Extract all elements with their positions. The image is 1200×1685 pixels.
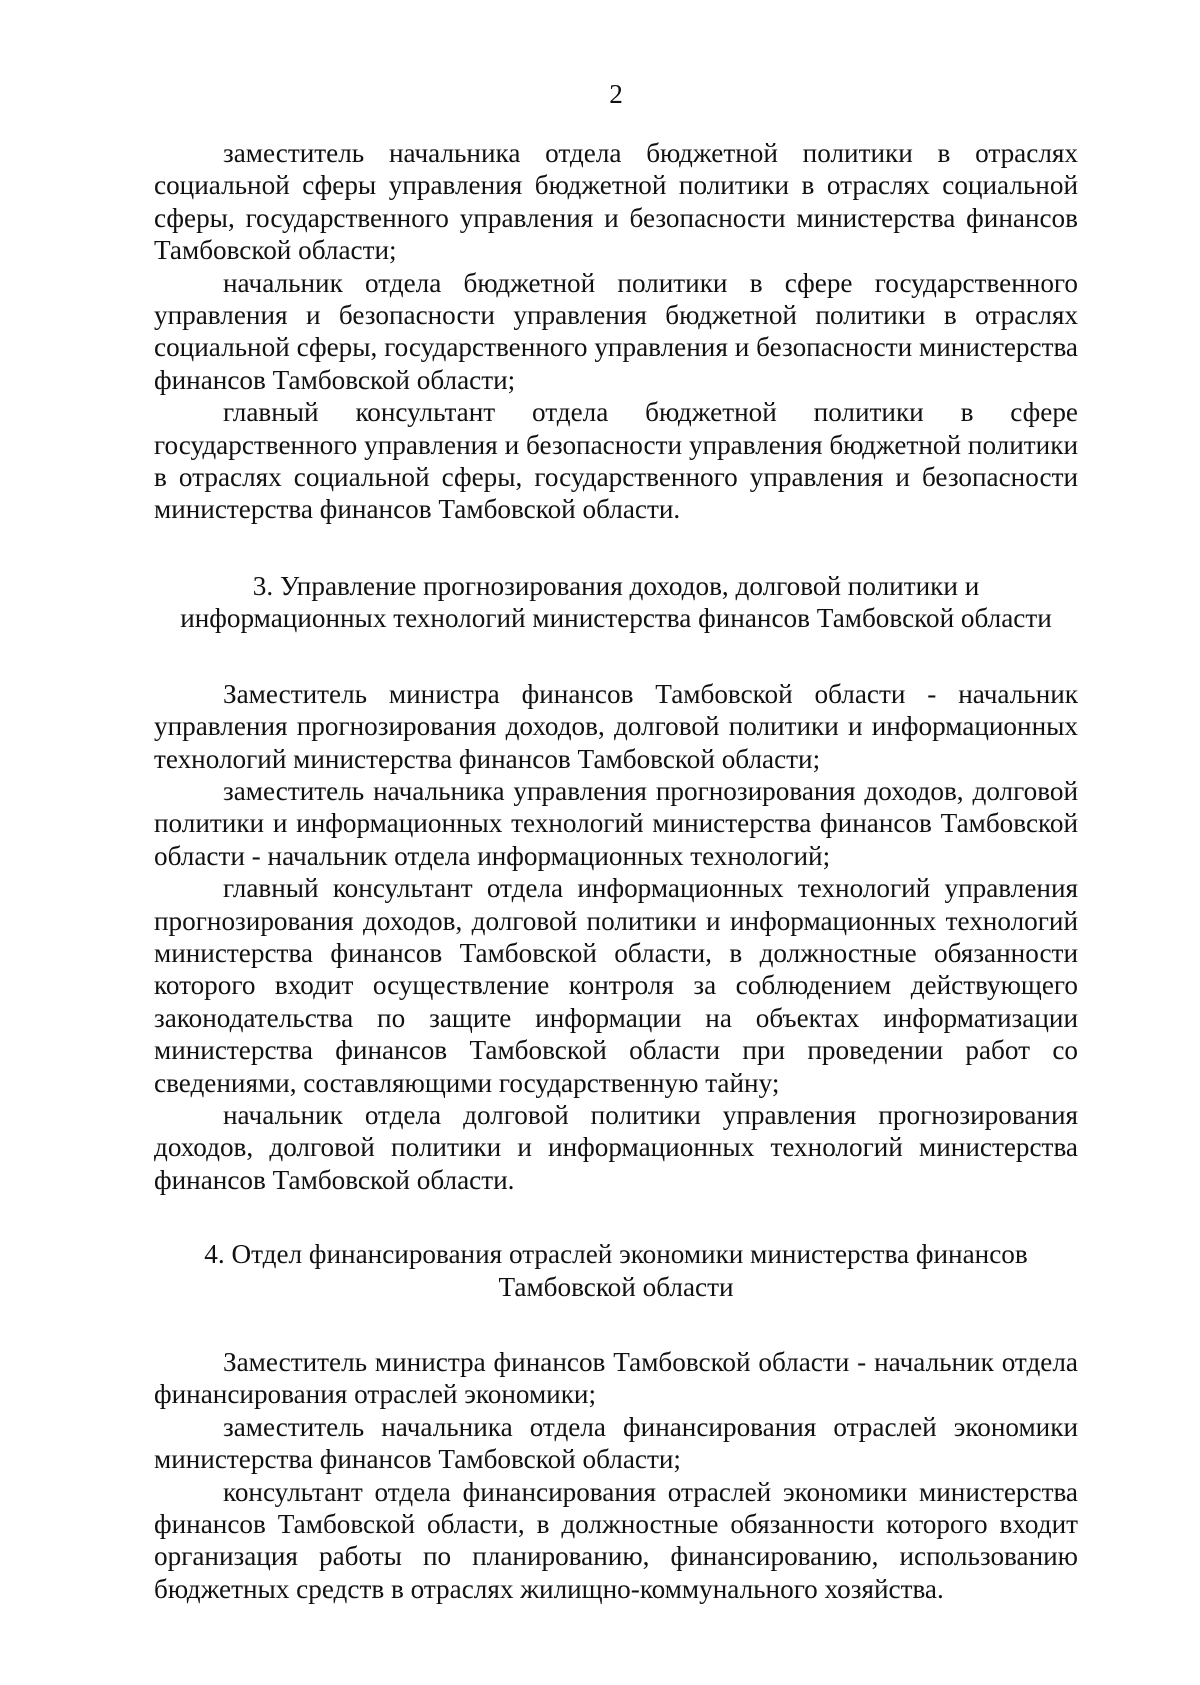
- position-paragraph: Заместитель министра финансов Тамбовской области - начальник управления прогнозирования доходов, долговой политики и информационных технологий министерства финансов Тамбовской области;: [154, 678, 1078, 774]
- section-heading-line: Тамбовской области: [498, 1271, 734, 1302]
- page-number: 2: [609, 79, 623, 109]
- section-heading-line: 3. Управление прогнозирования доходов, долговой политики и: [252, 570, 980, 601]
- document-body: [154, 137, 1078, 1605]
- spacer: [154, 635, 1078, 678]
- position-paragraph: заместитель начальника управления прогнозирования доходов, долговой политики и информационных технологий министерства финансов Тамбовской области - начальник отдела информационных технологий;: [154, 775, 1078, 871]
- section-heading: [154, 1238, 1078, 1303]
- section-2-continuation: [154, 137, 1078, 526]
- spacer: [154, 1196, 1078, 1238]
- section-4: [154, 1238, 1078, 1605]
- section-heading: [154, 570, 1078, 635]
- section-3: [154, 570, 1078, 1196]
- position-paragraph: начальник отдела бюджетной политики в сфере государственного управления и безопасности управления бюджетной политики в отраслях социальной сферы, государственного управления и безопасности министерства финансов Тамбовской области;: [154, 267, 1078, 395]
- position-paragraph: заместитель начальника отдела финансирования отраслей экономики министерства финансов Тамбовской области;: [154, 1411, 1078, 1475]
- spacer: [154, 1303, 1078, 1346]
- section-heading-line: 4. Отдел финансирования отраслей экономики министерства финансов: [204, 1239, 1028, 1270]
- section-heading-line: информационных технологий министерства финансов Тамбовской области: [180, 603, 1052, 634]
- position-paragraph: Заместитель министра финансов Тамбовской области - начальник отдела финансирования отраслей экономики;: [154, 1347, 1078, 1410]
- position-paragraph: заместитель начальника отдела бюджетной политики в отраслях социальной сферы управления бюджетной политики в отраслях социальной сферы, государственного управления и безопасности министерства финансов Тамбовской области;: [154, 138, 1078, 266]
- position-paragraph: начальник отдела долговой политики управления прогнозирования доходов, долговой политики и информационных технологий министерства финансов Тамбовской области.: [154, 1099, 1078, 1195]
- position-paragraph: главный консультант отдела информационных технологий управления прогнозирования доходов, долговой политики и информационных технологий министерства финансов Тамбовской области, в должностные обязанности которого входит осуществление контроля за соблюдением действующего законодательства по защите информации на объектах информатизации министерства финансов Тамбовской области при проведении работ со сведениями, составляющими государственную тайну;: [154, 873, 1078, 1098]
- spacer: [154, 526, 1078, 570]
- position-paragraph: главный консультант отдела бюджетной политики в сфере государственного управления и безопасности управления бюджетной политики в отраслях социальной сферы, государственного управления и безопасности министерства финансов Тамбовской области.: [154, 397, 1078, 525]
- position-paragraph: консультант отдела финансирования отраслей экономики министерства финансов Тамбовской области, в должностные обязанности которого входит организация работы по планированию, финансированию, использованию бюджетных средств в отраслях жилищно-коммунального хозяйства.: [154, 1476, 1078, 1604]
